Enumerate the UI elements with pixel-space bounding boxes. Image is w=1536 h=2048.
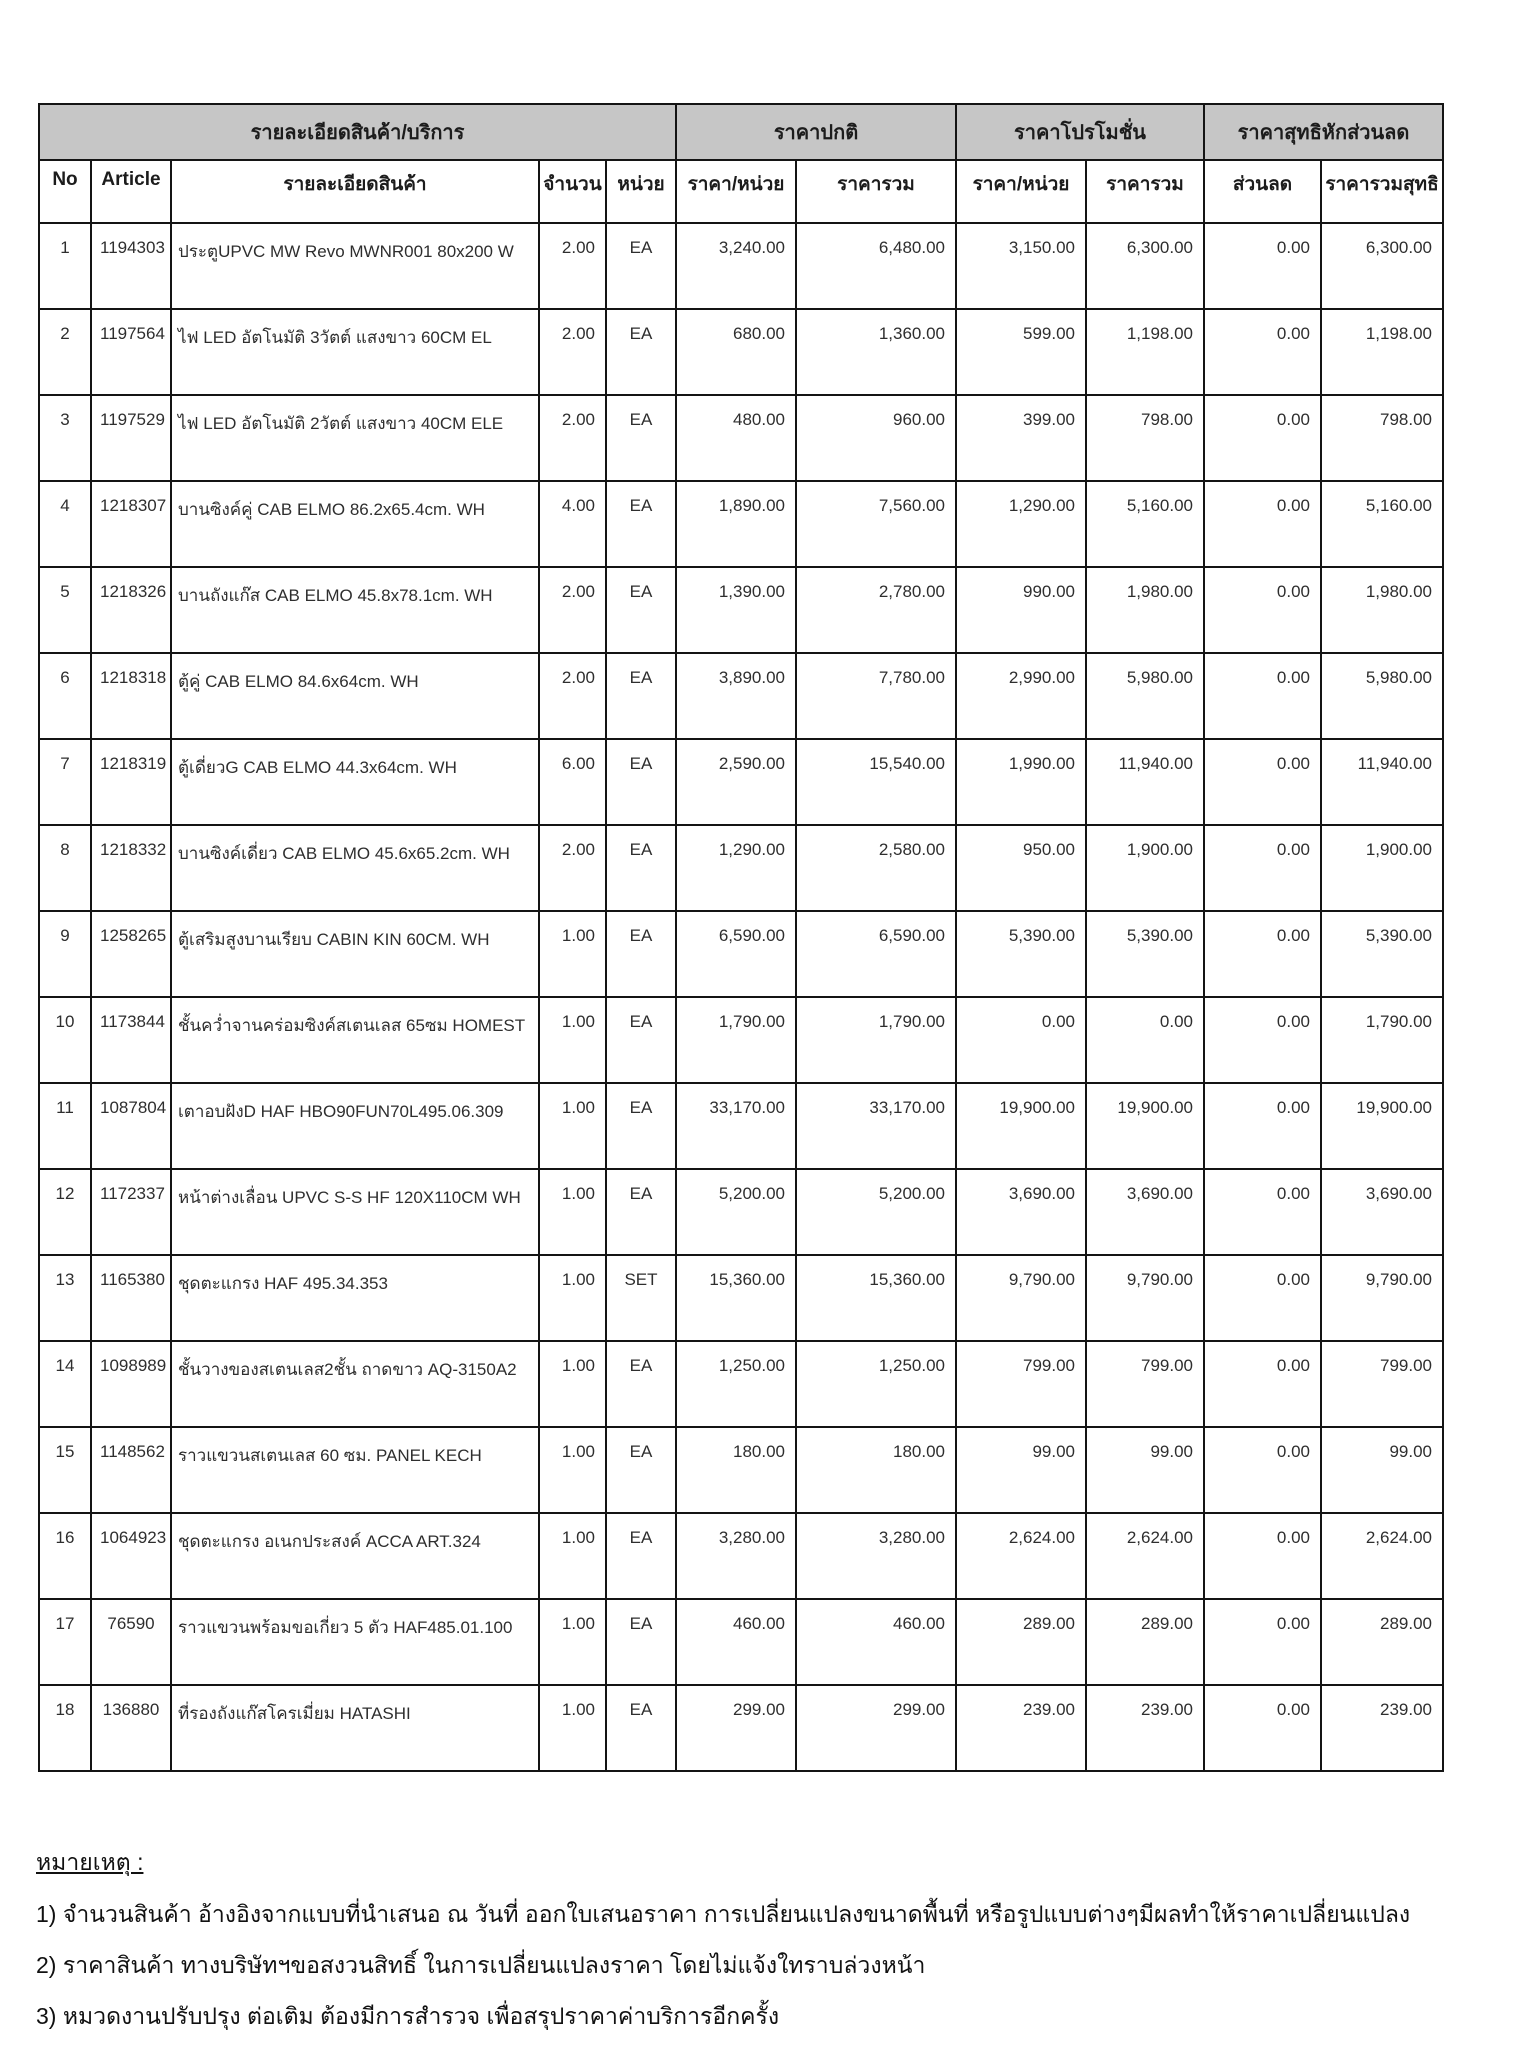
cell-description: เตาอบฝังD HAF HBO90FUN70L495.06.309: [171, 1083, 539, 1169]
table-row: [39, 653, 1443, 739]
cell-description: ชุดตะแกรง อเนกประสงค์ ACCA ART.324: [171, 1513, 539, 1599]
cell-no: 2: [39, 309, 91, 395]
cell-qty: 2.00: [539, 825, 606, 911]
cell-normal-unit-price: 15,360.00: [676, 1255, 796, 1341]
cell-promo-total: 239.00: [1086, 1685, 1204, 1771]
cell-normal-total: 1,250.00: [796, 1341, 956, 1427]
cell-normal-total: 3,280.00: [796, 1513, 956, 1599]
cell-unit: EA: [606, 653, 676, 739]
note-line-2: 2) ราคาสินค้า ทางบริษัทฯขอสงวนสิทธิ์ ในการเปลี่ยนแปลงราคา โดยไม่แจ้งใทราบล่วงหน้า: [36, 1952, 926, 1978]
table-row: [39, 911, 1443, 997]
cell-normal-unit-price: 1,390.00: [676, 567, 796, 653]
table-row: [39, 825, 1443, 911]
cell-description: ไฟ LED อัตโนมัติ 3วัตต์ แสงขาว 60CM EL: [171, 309, 539, 395]
cell-description: ที่รองถังแก๊สโครเมี่ยม HATASHI: [171, 1685, 539, 1771]
cell-description: ตู้คู่ CAB ELMO 84.6x64cm. WH: [171, 653, 539, 739]
cell-promo-unit-price: 1,990.00: [956, 739, 1086, 825]
cell-net-total: 798.00: [1321, 395, 1443, 481]
cell-article: 1172337: [91, 1169, 171, 1255]
cell-unit: EA: [606, 739, 676, 825]
cell-unit: EA: [606, 1341, 676, 1427]
cell-article: 1173844: [91, 997, 171, 1083]
col-header-qty: จำนวน: [539, 160, 606, 223]
cell-normal-unit-price: 3,890.00: [676, 653, 796, 739]
table-row: [39, 309, 1443, 395]
cell-discount: 0.00: [1204, 739, 1321, 825]
cell-net-total: 19,900.00: [1321, 1083, 1443, 1169]
cell-description: ชุดตะแกรง HAF 495.34.353: [171, 1255, 539, 1341]
cell-article: 1064923: [91, 1513, 171, 1599]
cell-promo-total: 799.00: [1086, 1341, 1204, 1427]
cell-promo-total: 5,980.00: [1086, 653, 1204, 739]
cell-description: ราวแขวนสเตนเลส 60 ซม. PANEL KECH: [171, 1427, 539, 1513]
cell-discount: 0.00: [1204, 911, 1321, 997]
cell-normal-total: 33,170.00: [796, 1083, 956, 1169]
cell-unit: EA: [606, 1513, 676, 1599]
cell-description: บานซิงค์คู่ CAB ELMO 86.2x65.4cm. WH: [171, 481, 539, 567]
cell-normal-total: 299.00: [796, 1685, 956, 1771]
table-row: [39, 567, 1443, 653]
cell-no: 13: [39, 1255, 91, 1341]
cell-discount: 0.00: [1204, 1083, 1321, 1169]
cell-normal-total: 1,360.00: [796, 309, 956, 395]
cell-normal-total: 180.00: [796, 1427, 956, 1513]
group-header-normal-price: ราคาปกติ: [676, 104, 956, 160]
col-header-promo-unit-price: ราคา/หน่วย: [956, 160, 1086, 223]
cell-normal-unit-price: 1,290.00: [676, 825, 796, 911]
cell-promo-total: 289.00: [1086, 1599, 1204, 1685]
cell-discount: 0.00: [1204, 395, 1321, 481]
cell-qty: 6.00: [539, 739, 606, 825]
cell-qty: 4.00: [539, 481, 606, 567]
cell-discount: 0.00: [1204, 825, 1321, 911]
cell-qty: 1.00: [539, 911, 606, 997]
cell-no: 10: [39, 997, 91, 1083]
cell-normal-total: 6,480.00: [796, 223, 956, 309]
cell-promo-unit-price: 3,150.00: [956, 223, 1086, 309]
cell-normal-unit-price: 2,590.00: [676, 739, 796, 825]
cell-promo-unit-price: 9,790.00: [956, 1255, 1086, 1341]
group-header-net-after-discount: ราคาสุทธิหักส่วนลด: [1204, 104, 1443, 160]
table-row: [39, 1599, 1443, 1685]
cell-no: 11: [39, 1083, 91, 1169]
cell-normal-total: 2,780.00: [796, 567, 956, 653]
cell-discount: 0.00: [1204, 1427, 1321, 1513]
table-row: [39, 223, 1443, 309]
cell-net-total: 6,300.00: [1321, 223, 1443, 309]
cell-normal-total: 15,540.00: [796, 739, 956, 825]
cell-qty: 1.00: [539, 1599, 606, 1685]
cell-promo-total: 1,980.00: [1086, 567, 1204, 653]
cell-normal-total: 5,200.00: [796, 1169, 956, 1255]
cell-unit: EA: [606, 1685, 676, 1771]
cell-promo-total: 19,900.00: [1086, 1083, 1204, 1169]
cell-promo-total: 1,198.00: [1086, 309, 1204, 395]
table-row: [39, 1685, 1443, 1771]
table-row: [39, 1083, 1443, 1169]
cell-description: หน้าต่างเลื่อน UPVC S-S HF 120X110CM WH: [171, 1169, 539, 1255]
notes-section: [36, 1845, 1496, 2048]
cell-normal-total: 1,790.00: [796, 997, 956, 1083]
cell-unit: EA: [606, 481, 676, 567]
cell-net-total: 289.00: [1321, 1599, 1443, 1685]
cell-promo-total: 9,790.00: [1086, 1255, 1204, 1341]
cell-promo-unit-price: 99.00: [956, 1427, 1086, 1513]
cell-promo-total: 5,160.00: [1086, 481, 1204, 567]
cell-net-total: 5,390.00: [1321, 911, 1443, 997]
cell-no: 12: [39, 1169, 91, 1255]
cell-normal-unit-price: 460.00: [676, 1599, 796, 1685]
cell-description: บานถังแก๊ส CAB ELMO 45.8x78.1cm. WH: [171, 567, 539, 653]
cell-unit: EA: [606, 567, 676, 653]
cell-no: 8: [39, 825, 91, 911]
cell-article: 1218319: [91, 739, 171, 825]
cell-net-total: 3,690.00: [1321, 1169, 1443, 1255]
cell-article: 1197564: [91, 309, 171, 395]
cell-promo-total: 5,390.00: [1086, 911, 1204, 997]
cell-no: 4: [39, 481, 91, 567]
cell-promo-unit-price: 2,990.00: [956, 653, 1086, 739]
cell-no: 9: [39, 911, 91, 997]
cell-qty: 1.00: [539, 997, 606, 1083]
table-row: [39, 997, 1443, 1083]
table-row: [39, 1427, 1443, 1513]
cell-description: ชั้นวางของสเตนเลส2ชั้น ถาดขาว AQ-3150A2: [171, 1341, 539, 1427]
cell-net-total: 5,160.00: [1321, 481, 1443, 567]
col-header-unit: หน่วย: [606, 160, 676, 223]
cell-promo-total: 0.00: [1086, 997, 1204, 1083]
cell-discount: 0.00: [1204, 1255, 1321, 1341]
cell-net-total: 11,940.00: [1321, 739, 1443, 825]
cell-unit: EA: [606, 309, 676, 395]
cell-no: 7: [39, 739, 91, 825]
cell-normal-unit-price: 1,790.00: [676, 997, 796, 1083]
cell-discount: 0.00: [1204, 1341, 1321, 1427]
cell-description: ชั้นคว่ำจานคร่อมซิงค์สเตนเลส 65ซม HOMEST: [171, 997, 539, 1083]
cell-normal-unit-price: 5,200.00: [676, 1169, 796, 1255]
cell-discount: 0.00: [1204, 309, 1321, 395]
cell-discount: 0.00: [1204, 1599, 1321, 1685]
cell-qty: 2.00: [539, 653, 606, 739]
cell-no: 3: [39, 395, 91, 481]
notes-title: หมายเหตุ :: [36, 1849, 144, 1875]
cell-normal-unit-price: 3,240.00: [676, 223, 796, 309]
cell-promo-total: 798.00: [1086, 395, 1204, 481]
cell-net-total: 2,624.00: [1321, 1513, 1443, 1599]
col-header-promo-total: ราคารวม: [1086, 160, 1204, 223]
quotation-table: [38, 103, 1444, 1772]
cell-net-total: 5,980.00: [1321, 653, 1443, 739]
col-header-discount: ส่วนลด: [1204, 160, 1321, 223]
cell-promo-unit-price: 799.00: [956, 1341, 1086, 1427]
cell-unit: EA: [606, 911, 676, 997]
cell-no: 5: [39, 567, 91, 653]
cell-article: 136880: [91, 1685, 171, 1771]
cell-unit: EA: [606, 1599, 676, 1685]
note-line-1: 1) จำนวนสินค้า อ้างอิงจากแบบที่นำเสนอ ณ วันที่ ออกใบเสนอราคา การเปลี่ยนแปลงขนาดพื้นที่ หรือรูปแบบต่างๆมีผลทำให้ราคาเปลี่ยนแปลง: [36, 1901, 1411, 1927]
cell-discount: 0.00: [1204, 1685, 1321, 1771]
cell-article: 1165380: [91, 1255, 171, 1341]
cell-unit: EA: [606, 395, 676, 481]
cell-promo-total: 3,690.00: [1086, 1169, 1204, 1255]
cell-promo-unit-price: 399.00: [956, 395, 1086, 481]
table-row: [39, 481, 1443, 567]
cell-article: 1197529: [91, 395, 171, 481]
cell-normal-total: 15,360.00: [796, 1255, 956, 1341]
col-header-normal-unit-price: ราคา/หน่วย: [676, 160, 796, 223]
cell-qty: 1.00: [539, 1513, 606, 1599]
cell-qty: 1.00: [539, 1169, 606, 1255]
cell-net-total: 1,790.00: [1321, 997, 1443, 1083]
cell-discount: 0.00: [1204, 1169, 1321, 1255]
cell-normal-unit-price: 6,590.00: [676, 911, 796, 997]
cell-net-total: 1,900.00: [1321, 825, 1443, 911]
cell-promo-unit-price: 599.00: [956, 309, 1086, 395]
cell-no: 18: [39, 1685, 91, 1771]
cell-qty: 1.00: [539, 1341, 606, 1427]
cell-unit: EA: [606, 997, 676, 1083]
cell-net-total: 1,198.00: [1321, 309, 1443, 395]
cell-unit: EA: [606, 1169, 676, 1255]
col-header-net-total: ราคารวมสุทธิ: [1321, 160, 1443, 223]
cell-qty: 2.00: [539, 567, 606, 653]
cell-unit: EA: [606, 825, 676, 911]
cell-discount: 0.00: [1204, 1513, 1321, 1599]
cell-promo-unit-price: 990.00: [956, 567, 1086, 653]
cell-net-total: 99.00: [1321, 1427, 1443, 1513]
table-row: [39, 1255, 1443, 1341]
cell-promo-total: 2,624.00: [1086, 1513, 1204, 1599]
cell-no: 1: [39, 223, 91, 309]
cell-promo-total: 1,900.00: [1086, 825, 1204, 911]
cell-normal-total: 960.00: [796, 395, 956, 481]
cell-promo-unit-price: 1,290.00: [956, 481, 1086, 567]
cell-discount: 0.00: [1204, 223, 1321, 309]
cell-no: 14: [39, 1341, 91, 1427]
cell-net-total: 1,980.00: [1321, 567, 1443, 653]
cell-normal-unit-price: 33,170.00: [676, 1083, 796, 1169]
cell-normal-total: 2,580.00: [796, 825, 956, 911]
cell-article: 1148562: [91, 1427, 171, 1513]
table-row: [39, 1513, 1443, 1599]
cell-unit: EA: [606, 1083, 676, 1169]
cell-article: 1218307: [91, 481, 171, 567]
cell-description: ประตูUPVC MW Revo MWNR001 80x200 W: [171, 223, 539, 309]
cell-net-total: 239.00: [1321, 1685, 1443, 1771]
table-row: [39, 1341, 1443, 1427]
cell-discount: 0.00: [1204, 481, 1321, 567]
group-header-promo-price: ราคาโปรโมชั่น: [956, 104, 1204, 160]
cell-promo-total: 11,940.00: [1086, 739, 1204, 825]
table-row: [39, 739, 1443, 825]
col-header-normal-total: ราคารวม: [796, 160, 956, 223]
cell-normal-unit-price: 1,250.00: [676, 1341, 796, 1427]
cell-description: บานซิงค์เดี่ยว CAB ELMO 45.6x65.2cm. WH: [171, 825, 539, 911]
cell-article: 1194303: [91, 223, 171, 309]
cell-promo-unit-price: 2,624.00: [956, 1513, 1086, 1599]
cell-qty: 1.00: [539, 1685, 606, 1771]
cell-normal-total: 6,590.00: [796, 911, 956, 997]
cell-discount: 0.00: [1204, 653, 1321, 739]
cell-normal-total: 7,780.00: [796, 653, 956, 739]
note-line-3: 3) หมวดงานปรับปรุง ต่อเติม ต้องมีการสำรวจ เพื่อสรุปราคาค่าบริการอีกครั้ง: [36, 2003, 780, 2029]
cell-unit: EA: [606, 1427, 676, 1513]
cell-article: 1218318: [91, 653, 171, 739]
col-header-article: Article: [91, 160, 171, 223]
cell-promo-unit-price: 3,690.00: [956, 1169, 1086, 1255]
cell-promo-total: 99.00: [1086, 1427, 1204, 1513]
cell-discount: 0.00: [1204, 997, 1321, 1083]
table-row: [39, 395, 1443, 481]
cell-normal-total: 460.00: [796, 1599, 956, 1685]
cell-net-total: 799.00: [1321, 1341, 1443, 1427]
cell-promo-unit-price: 289.00: [956, 1599, 1086, 1685]
cell-article: 76590: [91, 1599, 171, 1685]
cell-promo-unit-price: 19,900.00: [956, 1083, 1086, 1169]
cell-normal-unit-price: 680.00: [676, 309, 796, 395]
cell-description: ราวแขวนพร้อมขอเกี่ยว 5 ตัว HAF485.01.100: [171, 1599, 539, 1685]
cell-article: 1218326: [91, 567, 171, 653]
cell-description: ตู้เดี่ยวG CAB ELMO 44.3x64cm. WH: [171, 739, 539, 825]
cell-article: 1087804: [91, 1083, 171, 1169]
cell-no: 16: [39, 1513, 91, 1599]
cell-net-total: 9,790.00: [1321, 1255, 1443, 1341]
cell-discount: 0.00: [1204, 567, 1321, 653]
cell-normal-unit-price: 299.00: [676, 1685, 796, 1771]
cell-qty: 1.00: [539, 1255, 606, 1341]
cell-normal-total: 7,560.00: [796, 481, 956, 567]
cell-normal-unit-price: 180.00: [676, 1427, 796, 1513]
table-row: [39, 1169, 1443, 1255]
col-header-no: No: [39, 160, 91, 223]
cell-promo-total: 6,300.00: [1086, 223, 1204, 309]
cell-normal-unit-price: 3,280.00: [676, 1513, 796, 1599]
cell-unit: EA: [606, 223, 676, 309]
cell-qty: 2.00: [539, 223, 606, 309]
cell-unit: SET: [606, 1255, 676, 1341]
group-header-row: [39, 104, 1443, 160]
cell-normal-unit-price: 1,890.00: [676, 481, 796, 567]
cell-article: 1098989: [91, 1341, 171, 1427]
cell-promo-unit-price: 0.00: [956, 997, 1086, 1083]
cell-promo-unit-price: 950.00: [956, 825, 1086, 911]
cell-qty: 1.00: [539, 1083, 606, 1169]
cell-promo-unit-price: 5,390.00: [956, 911, 1086, 997]
cell-promo-unit-price: 239.00: [956, 1685, 1086, 1771]
cell-article: 1218332: [91, 825, 171, 911]
cell-article: 1258265: [91, 911, 171, 997]
cell-description: ไฟ LED อัตโนมัติ 2วัตต์ แสงขาว 40CM ELE: [171, 395, 539, 481]
cell-no: 17: [39, 1599, 91, 1685]
col-header-description: รายละเอียดสินค้า: [171, 160, 539, 223]
cell-qty: 2.00: [539, 309, 606, 395]
cell-normal-unit-price: 480.00: [676, 395, 796, 481]
cell-qty: 2.00: [539, 395, 606, 481]
cell-no: 6: [39, 653, 91, 739]
group-header-product-details: รายละเอียดสินค้า/บริการ: [39, 104, 676, 160]
column-header-row: [39, 160, 1443, 223]
cell-qty: 1.00: [539, 1427, 606, 1513]
cell-description: ตู้เสริมสูงบานเรียบ CABIN KIN 60CM. WH: [171, 911, 539, 997]
cell-no: 15: [39, 1427, 91, 1513]
